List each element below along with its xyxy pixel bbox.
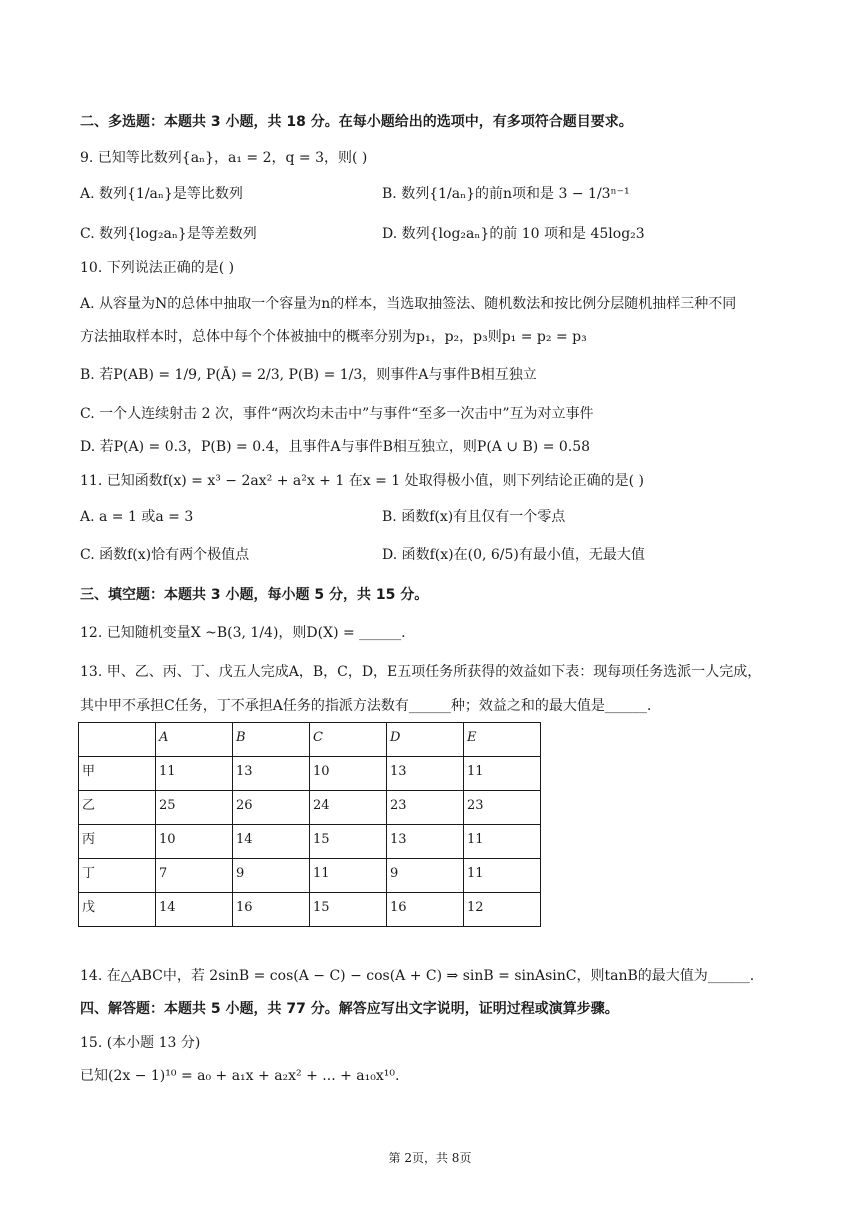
table-cell: 23 [387, 791, 464, 825]
table-cell: 26 [233, 791, 310, 825]
table-row [79, 757, 541, 791]
table-header-cell: C [310, 723, 387, 757]
q9-stem: 9. 已知等比数列{aₙ}，a₁ = 2，q = 3，则( ) [80, 150, 368, 166]
table-row [79, 893, 541, 927]
table-header-cell: A [156, 723, 233, 757]
q11-option-b: B. 函数f(x)有且仅有一个零点 [382, 509, 566, 525]
q10-option-a-line1: A. 从容量为N的总体中抽取一个容量为n的样本，当选取抽签法、随机数法和按比例分层随机抽样三种不同 [80, 296, 737, 312]
table-cell: 11 [156, 757, 233, 791]
section3-header: 三、填空题：本题共 3 小题，每小题 5 分，共 15 分。 [80, 587, 429, 603]
q11-option-d: D. 函数f(x)在(0, 6/5)有最小值，无最大值 [382, 547, 645, 563]
q9-option-b: B. 数列{1/aₙ}的前n项和是 3 − 1/3ⁿ⁻¹ [382, 186, 630, 202]
table-header-row [79, 723, 541, 757]
q10-option-a-line2: 方法抽取样本时，总体中每个个体被抽中的概率分别为p₁，p₂，p₃则p₁ = p₂ = p₃ [80, 329, 587, 345]
benefit-table [78, 722, 541, 927]
q10-option-d: D. 若P(A) = 0.3，P(B) = 0.4，且事件A与事件B相互独立，则P(A ∪ B) = 0.58 [80, 439, 591, 455]
table-cell: 9 [233, 859, 310, 893]
table-cell: 7 [156, 859, 233, 893]
q10-stem: 10. 下列说法正确的是( ) [80, 260, 235, 276]
q15-title: 15. (本小题 13 分) [80, 1035, 201, 1051]
table-cell: 15 [310, 893, 387, 927]
table-cell: 16 [233, 893, 310, 927]
table-header-cell: D [387, 723, 464, 757]
table-header-cell: B [233, 723, 310, 757]
table-cell: 11 [464, 757, 541, 791]
table-cell: 10 [310, 757, 387, 791]
q15-stem: 已知(2x − 1)¹⁰ = a₀ + a₁x + a₂x² + ... + a₁₀x¹⁰. [80, 1068, 400, 1084]
q9-option-d: D. 数列{log₂aₙ}的前 10 项和是 45log₂3 [382, 226, 645, 242]
q14: 14. 在△ABC中，若 2sinB = cos(A − C) − cos(A + C) ⇒ sinB = sinAsinC，则tanB的最大值为______. [80, 968, 755, 984]
table-cell: 11 [310, 859, 387, 893]
table-cell: 24 [310, 791, 387, 825]
q13-line2: 其中甲不承担C任务，丁不承担A任务的指派方法数有______种；效益之和的最大值是______. [80, 698, 652, 714]
table-row [79, 859, 541, 893]
table-header-cell: E [464, 723, 541, 757]
q10-option-b: B. 若P(AB) = 1/9, P(Ā) = 2/3, P(B) = 1/3，则事件A与事件B相互独立 [80, 367, 537, 383]
table-cell: 11 [464, 859, 541, 893]
section4-header: 四、解答题：本题共 5 小题，共 77 分。解答应写出文字说明，证明过程或演算步骤。 [80, 1001, 619, 1017]
table-cell: 10 [156, 825, 233, 859]
table-cell: 9 [387, 859, 464, 893]
table-cell: 25 [156, 791, 233, 825]
table-cell: 丁 [79, 859, 156, 893]
q11-stem: 11. 已知函数f(x) = x³ − 2ax² + a²x + 1 在x = 1 处取得极小值，则下列结论正确的是( ) [80, 473, 644, 489]
q12: 12. 已知随机变量X ~B(3, 1/4)，则D(X) = ______. [80, 625, 406, 641]
table-cell: 13 [233, 757, 310, 791]
table-row [79, 825, 541, 859]
table-cell: 15 [310, 825, 387, 859]
table-cell: 乙 [79, 791, 156, 825]
table-cell: 甲 [79, 757, 156, 791]
q9-option-a: A. 数列{1/aₙ}是等比数列 [80, 186, 243, 202]
table-cell: 12 [464, 893, 541, 927]
q11-option-a: A. a = 1 或a = 3 [80, 509, 194, 525]
table-cell: 13 [387, 757, 464, 791]
table-cell: 14 [233, 825, 310, 859]
q10-option-c: C. 一个人连续射击 2 次，事件“两次均未击中”与事件“至多一次击中”互为对立事件 [80, 406, 594, 422]
page-footer: 第 2页，共 8页 [388, 1151, 472, 1165]
table-cell: 23 [464, 791, 541, 825]
q9-option-c: C. 数列{log₂aₙ}是等差数列 [80, 226, 257, 242]
table-cell: 丙 [79, 825, 156, 859]
table-row [79, 791, 541, 825]
table-header-cell [79, 723, 156, 757]
table-cell: 16 [387, 893, 464, 927]
table-cell: 14 [156, 893, 233, 927]
q13-line1: 13. 甲、乙、丙、丁、戊五人完成A，B，C，D，E五项任务所获得的效益如下表：现每项任务选派一人完成， [80, 664, 762, 680]
table-cell: 戊 [79, 893, 156, 927]
table-cell: 11 [464, 825, 541, 859]
table-cell: 13 [387, 825, 464, 859]
section2-header: 二、多选题：本题共 3 小题，共 18 分。在每小题给出的选项中，有多项符合题目要求。 [80, 114, 633, 130]
q11-option-c: C. 函数f(x)恰有两个极值点 [80, 547, 250, 563]
